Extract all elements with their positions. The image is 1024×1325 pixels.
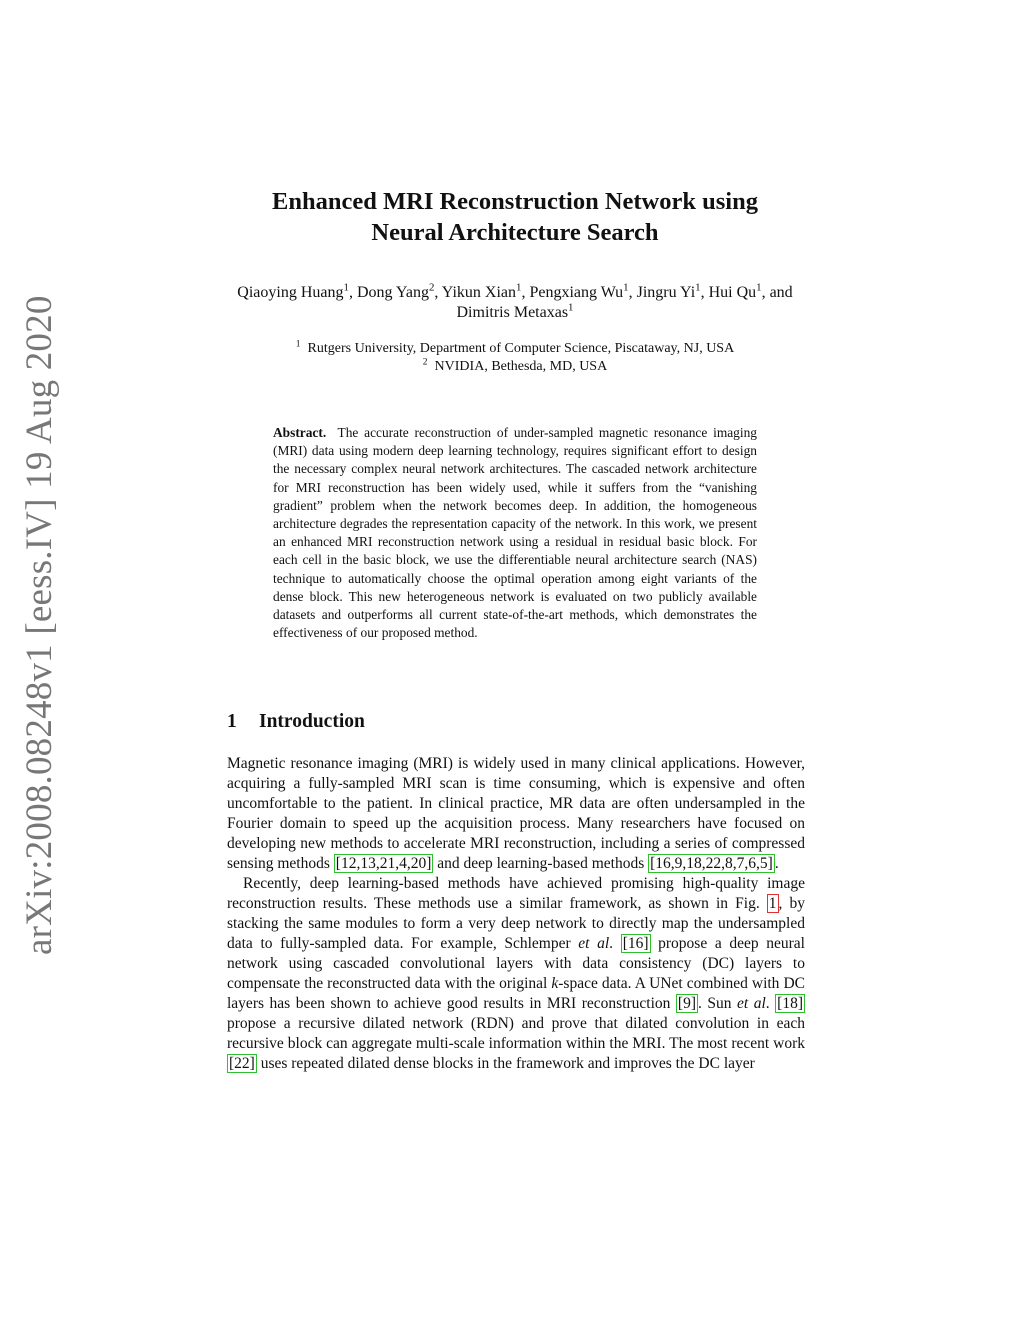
author-name: Qiaoying Huang (237, 284, 344, 301)
affiliation-text: NVIDIA, Bethesda, MD, USA (434, 359, 608, 374)
author-name: Jingru Yi (636, 284, 696, 301)
affiliation-list (215, 340, 815, 376)
title-line-2: Neural Architecture Search (371, 219, 659, 246)
author-name: Yikun Xian (441, 284, 517, 301)
author-affiliation-mark: 1 (756, 281, 762, 294)
citation-link[interactable]: [18] (777, 995, 803, 1012)
text-run: Magnetic resonance imaging (MRI) is widely used in many clinical applications. However, acquiring a fully-sampled MRI scan is time consuming, which is expensive and often uncomfortable to the patient. In clinical practice, MR data are often undersampled in the Fourier domain to speed up the acquisition process. Many researchers have focused on developing new methods to accelerate MRI reconstruction, including a series of compressed sensing methods (227, 755, 805, 872)
text-run: . (609, 935, 621, 952)
text-run: propose a deep neural network using cascaded convolutional layers with data consistency (DC) layers to compensate the reconstructed data with the original (227, 935, 805, 992)
body-text (227, 754, 805, 1074)
text-run: Recently, deep learning-based methods have achieved promising high-quality image reconstruction results. These methods use a similar framework, as shown in Fig. (227, 875, 805, 912)
author-name: Hui Qu (708, 284, 757, 301)
author-affiliation-mark: 2 (428, 281, 435, 294)
figure-link[interactable]: 1 (768, 895, 777, 912)
author-name: Dimitris Metaxas (456, 304, 569, 321)
paragraph (227, 874, 805, 1074)
paragraph (227, 754, 805, 874)
section-number: 1 (227, 711, 237, 732)
text-run: propose a recursive dilated network (RDN) and prove that dilated convolution in each recursive block can aggregate multi-scale information within the MRI. The most recent work (227, 1015, 805, 1052)
text-run-italic: et al (578, 935, 610, 952)
affiliation-item (215, 340, 815, 358)
arxiv-identifier: arXiv:2008.08248v1 [eess.IV] 19 Aug 2020 (19, 295, 60, 955)
text-run: -space data. A UNet combined with DC layers has been shown to achieve good results in MRI reconstruction (227, 975, 805, 1012)
text-run: and deep learning-based methods (433, 855, 649, 872)
text-run-italic: k (551, 975, 559, 992)
citation-link[interactable]: [22] (229, 1055, 255, 1072)
citation-link[interactable]: [12,13,21,4,20] (335, 855, 432, 872)
abstract (273, 424, 757, 642)
text-run-italic: et al (737, 995, 766, 1012)
text-run: . Sun (697, 995, 738, 1012)
paper-title (200, 186, 830, 248)
author-affiliation-mark: 1 (343, 281, 349, 294)
author-affiliation-mark: 1 (623, 281, 629, 294)
text-run: . (765, 995, 776, 1012)
affiliation-number: 1 (295, 339, 301, 350)
abstract-text: The accurate reconstruction of under-sampled magnetic resonance imaging (MRI) data using modern deep learning technology, requires significant effort to design the necessary complex neural network architectures. The cascaded network architecture for MRI reconstruction has been widely used, while it suffers from the “vanishing gradient” problem when the network becomes deep. In addition, the homogeneous architecture degrades the representation capacity of the network. In this work, we present an enhanced MRI reconstruction network using a residual in residual basic block. For each cell in the basic block, we use the differentiable neural architecture search (NAS) technique to automatically choose the optimal operation among eight variants of the dense block. This new heterogeneous network is evaluated on two publicly available datasets and outperforms all current state-of-the-art methods, which demonstrates the effectiveness of our proposed method. (273, 425, 757, 641)
section-heading (227, 711, 365, 733)
citation-link[interactable]: [16,9,18,22,8,7,6,5] (650, 855, 773, 872)
citation-link[interactable]: [16] (622, 935, 649, 952)
citation-link[interactable]: [9] (677, 995, 696, 1012)
author-affiliation-mark: 1 (568, 301, 574, 314)
text-run: uses repeated dilated dense blocks in the framework and improves the DC layer (256, 1055, 755, 1072)
author-affiliation-mark: 1 (695, 281, 701, 294)
author-name: Pengxiang Wu (529, 284, 624, 301)
affiliation-text: Rutgers University, Department of Computer Science, Piscataway, NJ, USA (307, 341, 735, 356)
affiliation-number: 2 (422, 357, 428, 368)
section-title: Introduction (259, 711, 365, 732)
affiliation-item (215, 358, 815, 376)
title-line-1: Enhanced MRI Reconstruction Network using (272, 188, 758, 215)
text-run: . (774, 855, 779, 872)
author-list: Qiaoying Huang$^1$, Dong Yang$^2$, Yikun Xian$^1$, Pengxiang Wu$^1$, Jingru Yi$^1$, Hui Qu$^1$, and Dimitris Metaxas$^1$ (237, 281, 793, 321)
abstract-label: Abstract. (273, 425, 327, 440)
text-run: , by stacking the same modules to form a very deep network to directly map the undersampled data to fully-sampled data. For example, Schlemper (227, 895, 806, 952)
author-name: Dong Yang (356, 284, 429, 301)
author-affiliation-mark: 1 (516, 281, 522, 294)
